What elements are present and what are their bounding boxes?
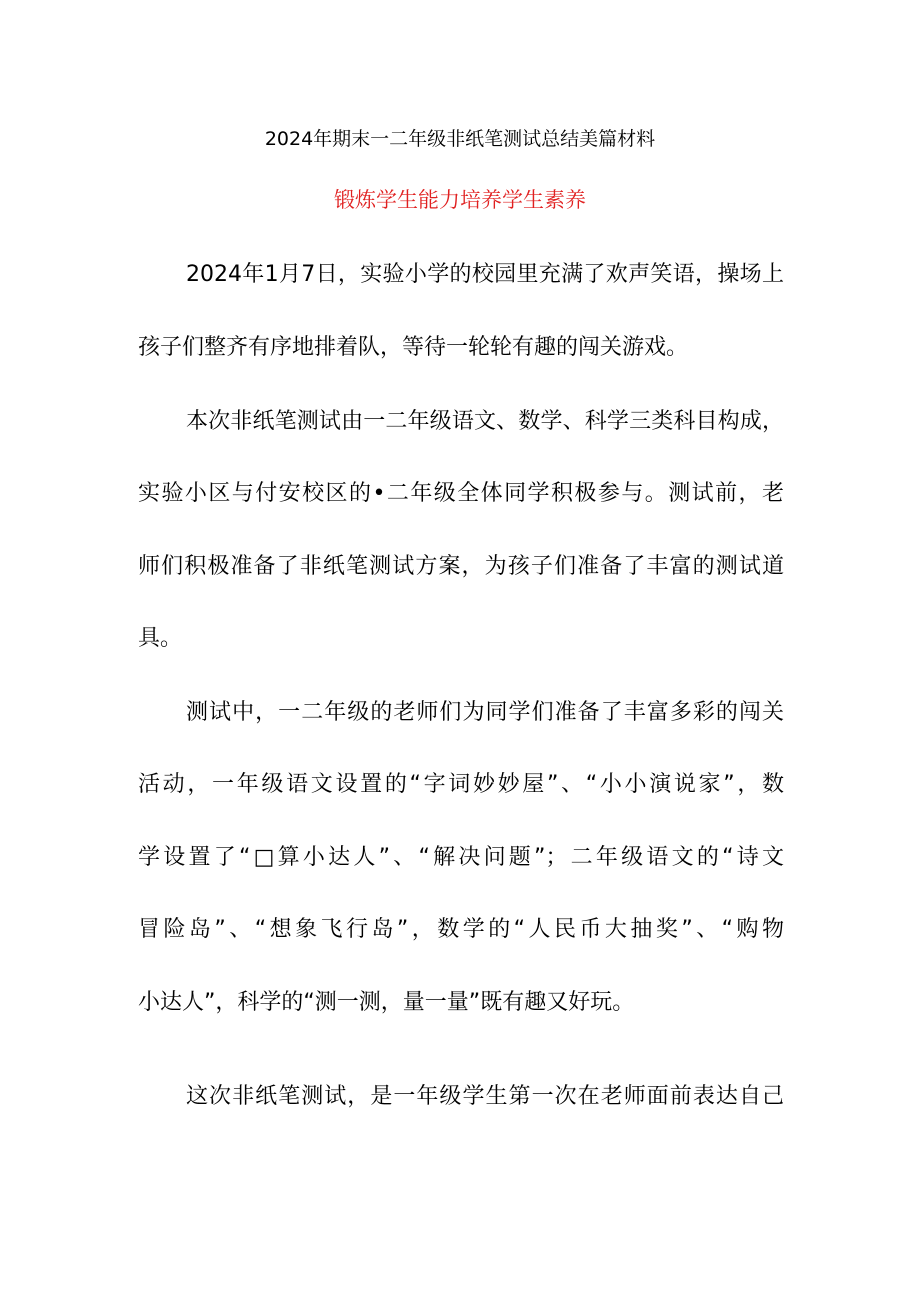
document-title: 2024年期末一二年级非纸笔测试总结美篇材料 xyxy=(264,128,656,150)
paragraph-2-line-4: 具。 xyxy=(138,626,183,651)
paragraph-2-line-1: 本次非纸笔测试由一二年级语文、数学、科学三类科目构成， xyxy=(186,409,784,434)
paragraph-3-line-4: 冒险岛”、“想象飞行岛”，数学的“人民币大抽奖”、“购物 xyxy=(138,917,784,942)
paragraph-1-line-1: 2024年1月7日，实验小学的校园里充满了欢声笑语，操场上 xyxy=(186,262,784,287)
paragraph-1-line-2: 孩子们整齐有序地排着队，等待一轮轮有趣的闯关游戏。 xyxy=(138,335,689,360)
paragraph-2-line-2: 实验小区与付安校区的•二年级全体同学积极参与。测试前，老 xyxy=(138,481,784,506)
paragraph-3-line-2: 活动，一年级语文设置的“字词妙妙屋”、“小小演说家”，数 xyxy=(138,772,784,797)
paragraph-3-line-3: 学设置了“□算小达人”、“解决问题”；二年级语文的“诗文 xyxy=(138,845,784,870)
document-subtitle: 锻炼学生能力培养学生素养 xyxy=(334,188,586,212)
paragraph-3-line-1: 测试中，一二年级的老师们为同学们准备了丰富多彩的闯关 xyxy=(186,700,784,725)
paragraph-3-line-5: 小达人”，科学的“测一测，量一量”既有趣又好玩。 xyxy=(138,990,635,1015)
paragraph-2-line-3: 师们积极准备了非纸笔测试方案，为孩子们准备了丰富的测试道 xyxy=(138,554,784,579)
paragraph-4-line-1: 这次非纸笔测试，是一年级学生第一次在老师面前表达自己 xyxy=(186,1084,784,1109)
